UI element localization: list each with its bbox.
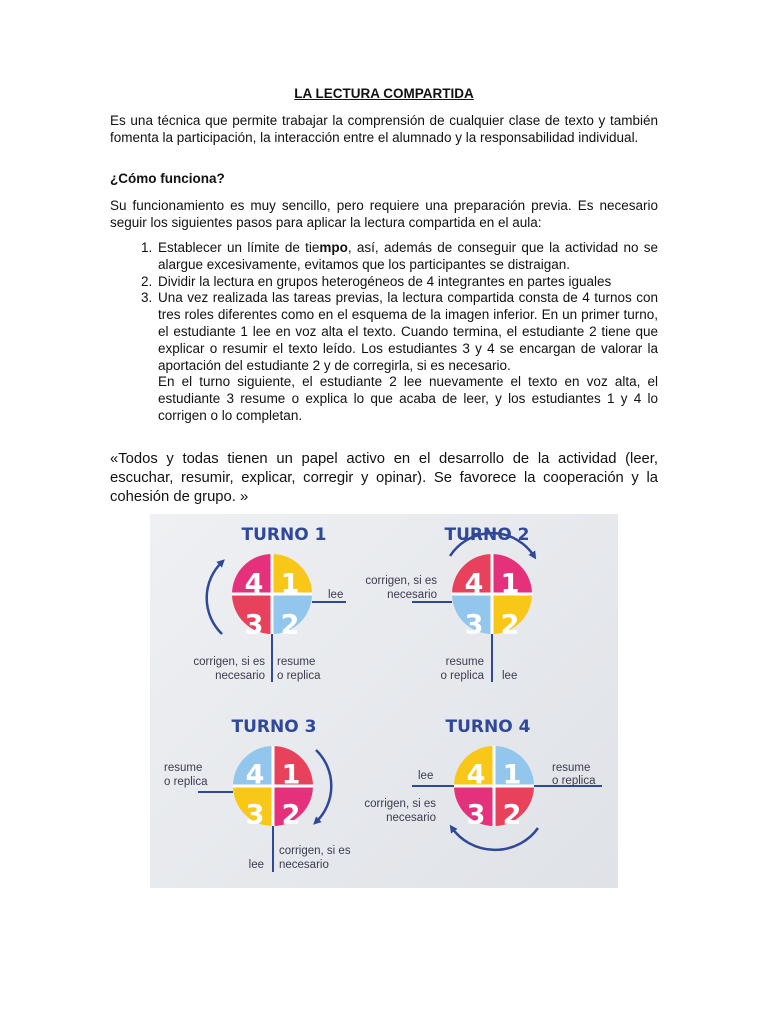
turn-3-label-resume-a: resume xyxy=(164,762,203,774)
turn-1-number-2: 2 xyxy=(280,609,300,641)
step-1 xyxy=(156,240,658,274)
turns-diagram-svg xyxy=(150,514,618,888)
intro-paragraph: Es una técnica que permite trabajar la comprensión de cualquier clase de texto y también fomenta la participación, la interacción entre el alumnado y la responsabilidad individual. xyxy=(110,113,658,145)
turn-2-number-4: 4 xyxy=(464,568,484,600)
turn-2-label-corrigen-a: corrigen, si es xyxy=(365,575,437,587)
turn-3-title: TURNO 3 xyxy=(231,717,317,737)
turn-2-number-2: 2 xyxy=(500,609,520,641)
turn-4-label-corrigen-a: corrigen, si es xyxy=(364,798,436,810)
turn-4-label-corrigen-b: necesario xyxy=(386,812,436,824)
turn-3-rotation-arrow xyxy=(316,750,331,822)
turn-2-label-resume-a: resume xyxy=(445,656,484,668)
turn-2-label-resume-b: o replica xyxy=(440,670,484,682)
turn-2-number-1: 1 xyxy=(500,568,520,600)
turn-4-title: TURNO 4 xyxy=(445,717,531,737)
turn-2-label-lee: lee xyxy=(502,670,518,682)
turn-3-number-1: 1 xyxy=(281,759,301,791)
turn-4-rotation-arrow xyxy=(452,828,538,850)
turn-1-label-resume-b: o replica xyxy=(277,670,321,682)
step-3-continuation: En el turno siguiente, el estudiante 2 lee nuevamente el texto en voz alta, el estudiante 3 resume o explica lo que acaba de leer, y los estudiantes 1 y 4 lo corrigen o lo completan. xyxy=(158,374,658,423)
turn-4-label-lee: lee xyxy=(418,770,434,782)
turn-2-title: TURNO 2 xyxy=(444,525,530,545)
turn-4-number-4: 4 xyxy=(466,759,486,791)
turn-1-label-lee: lee xyxy=(328,589,344,601)
turn-1-label-resume-a: resume xyxy=(277,656,316,668)
turn-1 xyxy=(193,525,346,682)
turn-4-label-resume-b: o replica xyxy=(552,775,596,787)
turn-3-number-2: 2 xyxy=(281,799,301,831)
step-2: 2. Dividir la lectura en grupos heterogéneos de 4 integrantes en partes iguales xyxy=(156,274,658,291)
turn-4 xyxy=(364,717,602,850)
turn-4-number-1: 1 xyxy=(502,759,522,791)
turn-1-number-3: 3 xyxy=(244,609,264,641)
turn-2-number-3: 3 xyxy=(464,609,484,641)
turns-diagram xyxy=(150,514,618,888)
step-1-text-c: , así, además de conseguir que la actividad no se alargue excesivamente, evitamos que los participantes se distraigan. xyxy=(158,240,658,272)
step-3 xyxy=(156,290,658,424)
how-it-works-heading: ¿Cómo funciona? xyxy=(110,171,225,186)
step-1-text-a: Establecer un límite de tie xyxy=(158,240,320,255)
turn-1-label-corrigen-b: necesario xyxy=(215,670,265,682)
turn-1-label-corrigen-a: corrigen, si es xyxy=(193,656,265,668)
turn-3-label-corrigen-b: necesario xyxy=(279,859,329,871)
how-it-works-paragraph: Su funcionamiento es muy sencillo, pero requiere una preparación previa. Es necesario seguir los siguientes pasos para aplicar la lectura compartida en el aula: xyxy=(110,198,658,230)
turn-4-label-resume-a: resume xyxy=(552,762,591,774)
turn-4-number-2: 2 xyxy=(502,799,522,831)
quote-paragraph: «Todos y todas tienen un papel activo en el desarrollo de la actividad (leer, escuchar, resumir, explicar, corregir y opinar). Se favorece la cooperación y la cohesión de grupo. » xyxy=(110,451,658,505)
step-3-text: Una vez realizada las tareas previas, la lectura compartida consta de 4 turnos con tres roles diferentes como en el esquema de la imagen inferior. En un primer turno, el estudiante 1 lee en voz alta el texto. Cuando termina, el estudiante 2 tiene que explicar o resumir el texto leído. Los estudiantes 3 y 4 se encargan de valorar la aportación del estudiante 2 y de corregirla, si es necesario. xyxy=(158,290,658,373)
turn-2 xyxy=(365,525,534,682)
turn-3-number-3: 3 xyxy=(245,799,265,831)
page-title: LA LECTURA COMPARTIDA xyxy=(294,86,474,101)
turn-1-rotation-arrow xyxy=(207,562,222,634)
steps-list xyxy=(110,240,658,425)
turn-3-label-resume-b: o replica xyxy=(164,776,208,788)
turn-1-number-1: 1 xyxy=(280,568,300,600)
turn-1-number-4: 4 xyxy=(244,568,264,600)
turn-3-number-4: 4 xyxy=(245,759,265,791)
turn-4-number-3: 3 xyxy=(466,799,486,831)
turn-1-title: TURNO 1 xyxy=(241,525,327,545)
turn-3-label-corrigen-a: corrigen, si es xyxy=(279,845,351,857)
step-1-text-bold: mpo xyxy=(319,240,348,255)
turn-2-label-corrigen-b: necesario xyxy=(387,589,437,601)
turn-3 xyxy=(164,717,351,872)
turn-3-label-lee: lee xyxy=(248,859,264,871)
